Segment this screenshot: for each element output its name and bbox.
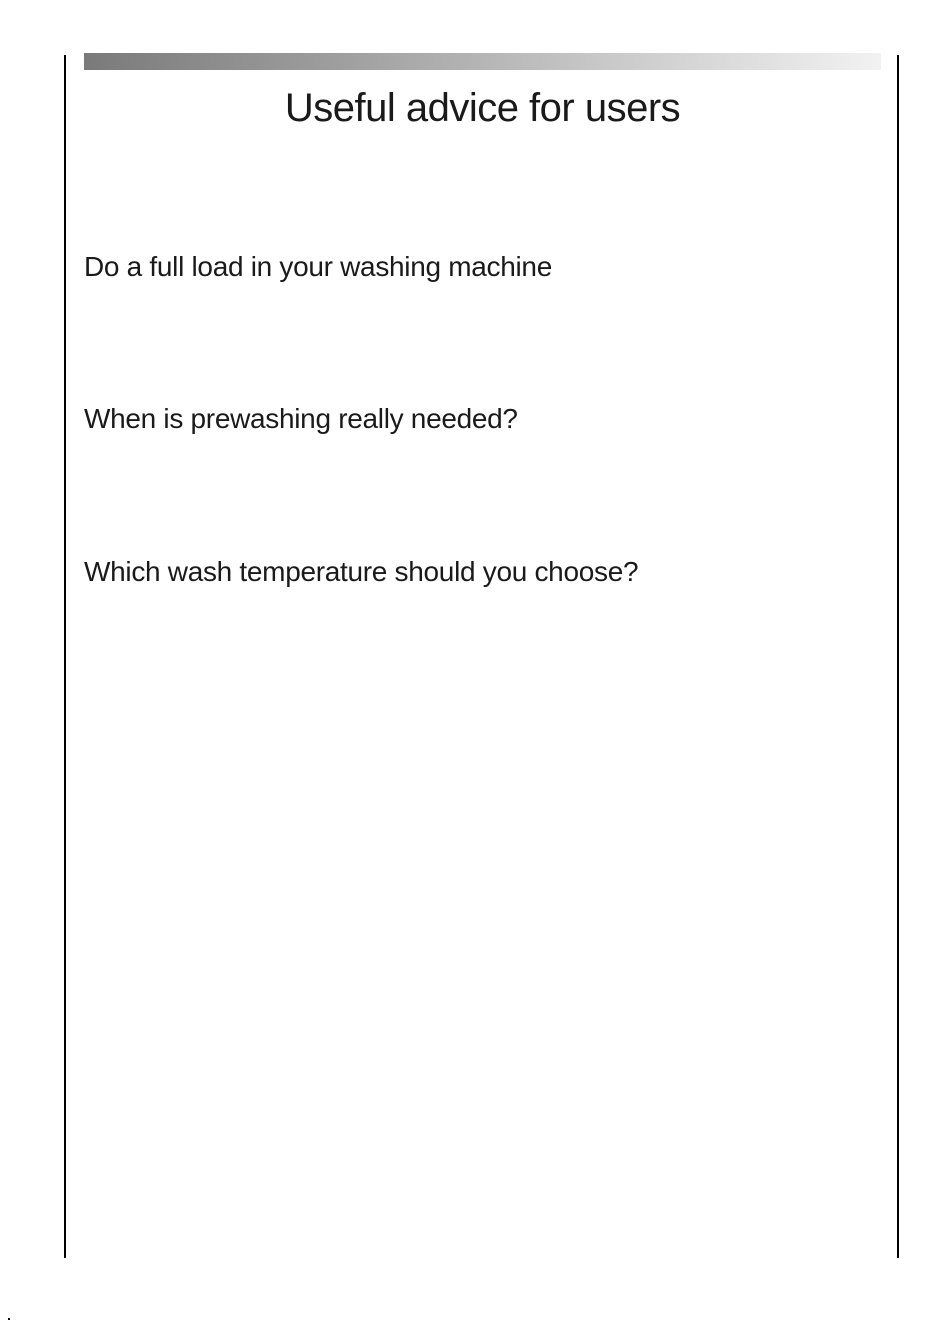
page-title: Useful advice for users <box>284 86 681 130</box>
crop-mark <box>8 1318 10 1320</box>
section-heading-full-load: Do a full load in your washing machine <box>84 251 552 282</box>
left-margin-rule <box>64 55 66 1258</box>
section-heading-wash-temperature: Which wash temperature should you choose? <box>84 556 639 587</box>
section-heading-prewashing: When is prewashing really needed? <box>84 403 518 434</box>
header-gradient-bar <box>84 53 881 70</box>
right-margin-rule <box>897 55 899 1258</box>
